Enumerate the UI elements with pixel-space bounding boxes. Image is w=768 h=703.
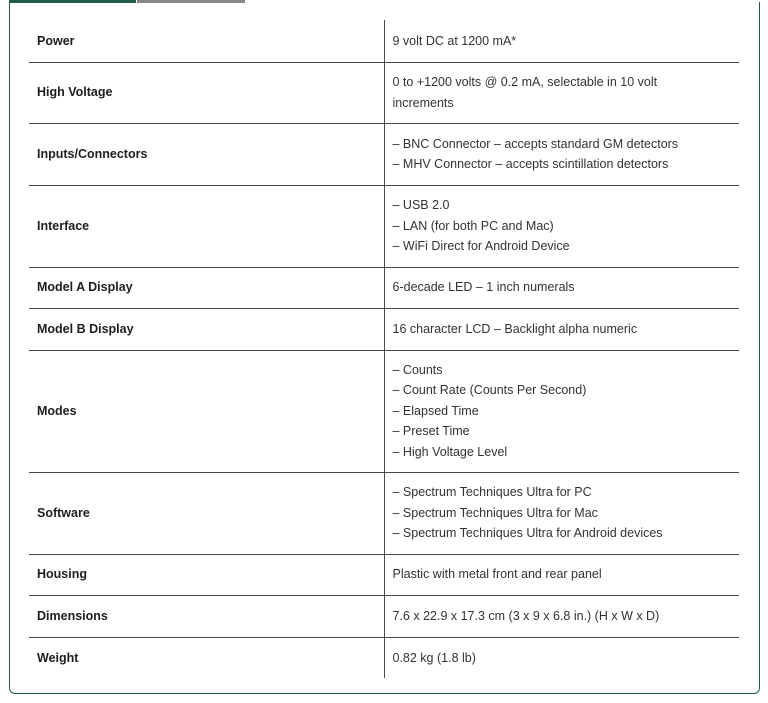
table-row xyxy=(29,350,739,472)
spec-value xyxy=(384,637,739,678)
spec-value xyxy=(384,595,739,637)
spec-value-line: 0.82 kg (1.8 lb) xyxy=(392,650,476,665)
spec-value xyxy=(384,185,739,267)
spec-key: High Voltage xyxy=(29,62,384,123)
table-row xyxy=(29,595,739,637)
spec-value-line: – Preset Time xyxy=(392,424,470,439)
table-row xyxy=(29,185,739,267)
spec-value-line: – BNC Connector – accepts standard GM detectors xyxy=(392,136,679,151)
spec-value-line: – Spectrum Techniques Ultra for Mac xyxy=(392,505,598,520)
specifications-table xyxy=(29,20,739,678)
table-row xyxy=(29,308,739,350)
spec-value-line: – Spectrum Techniques Ultra for Android devices xyxy=(392,526,663,541)
table-row xyxy=(29,62,739,123)
spec-value-line: 7.6 x 22.9 x 17.3 cm (3 x 9 x 6.8 in.) (H x W x D) xyxy=(392,608,660,623)
spec-value xyxy=(384,308,739,350)
spec-value xyxy=(384,472,739,554)
spec-value-line: 16 character LCD – Backlight alpha numeric xyxy=(392,321,638,336)
spec-value-line: – LAN (for both PC and Mac) xyxy=(392,218,554,233)
table-row xyxy=(29,637,739,678)
spec-key: Model B Display xyxy=(29,308,384,350)
spec-value xyxy=(384,350,739,472)
spec-key: Weight xyxy=(29,637,384,678)
spec-value-line: increments xyxy=(392,95,454,110)
spec-value-line: – WiFi Direct for Android Device xyxy=(392,239,570,254)
table-row xyxy=(29,123,739,185)
spec-key: Modes xyxy=(29,350,384,472)
spec-key: Model A Display xyxy=(29,267,384,308)
spec-value-line: – USB 2.0 xyxy=(392,198,450,213)
spec-value xyxy=(384,267,739,308)
spec-value xyxy=(384,20,739,62)
spec-value-line: – Counts xyxy=(392,362,443,377)
spec-value-line: – Spectrum Techniques Ultra for PC xyxy=(392,485,592,500)
spec-key: Dimensions xyxy=(29,595,384,637)
spec-key: Housing xyxy=(29,554,384,595)
spec-value xyxy=(384,554,739,595)
table-row xyxy=(29,20,739,62)
spec-value-line: – MHV Connector – accepts scintillation detectors xyxy=(392,157,669,171)
spec-value-line: – Elapsed Time xyxy=(392,403,479,418)
table-row xyxy=(29,267,739,308)
spec-key: Inputs/Connectors xyxy=(29,123,384,185)
spec-key: Power xyxy=(29,20,384,62)
spec-value-line: 9 volt DC at 1200 mA* xyxy=(392,33,517,48)
spec-value xyxy=(384,62,739,123)
spec-value-line: – High Voltage Level xyxy=(392,444,508,459)
spec-value xyxy=(384,123,739,185)
spec-key: Software xyxy=(29,472,384,554)
spec-value-line: 6-decade LED – 1 inch numerals xyxy=(392,280,575,295)
spec-value-line: – Count Rate (Counts Per Second) xyxy=(392,383,587,398)
spec-value-line: 0 to +1200 volts @ 0.2 mA, selectable in 10 volt xyxy=(392,75,658,89)
table-row xyxy=(29,554,739,595)
table-row xyxy=(29,472,739,554)
spec-value-line: Plastic with metal front and rear panel xyxy=(392,567,602,582)
spec-key: Interface xyxy=(29,185,384,267)
